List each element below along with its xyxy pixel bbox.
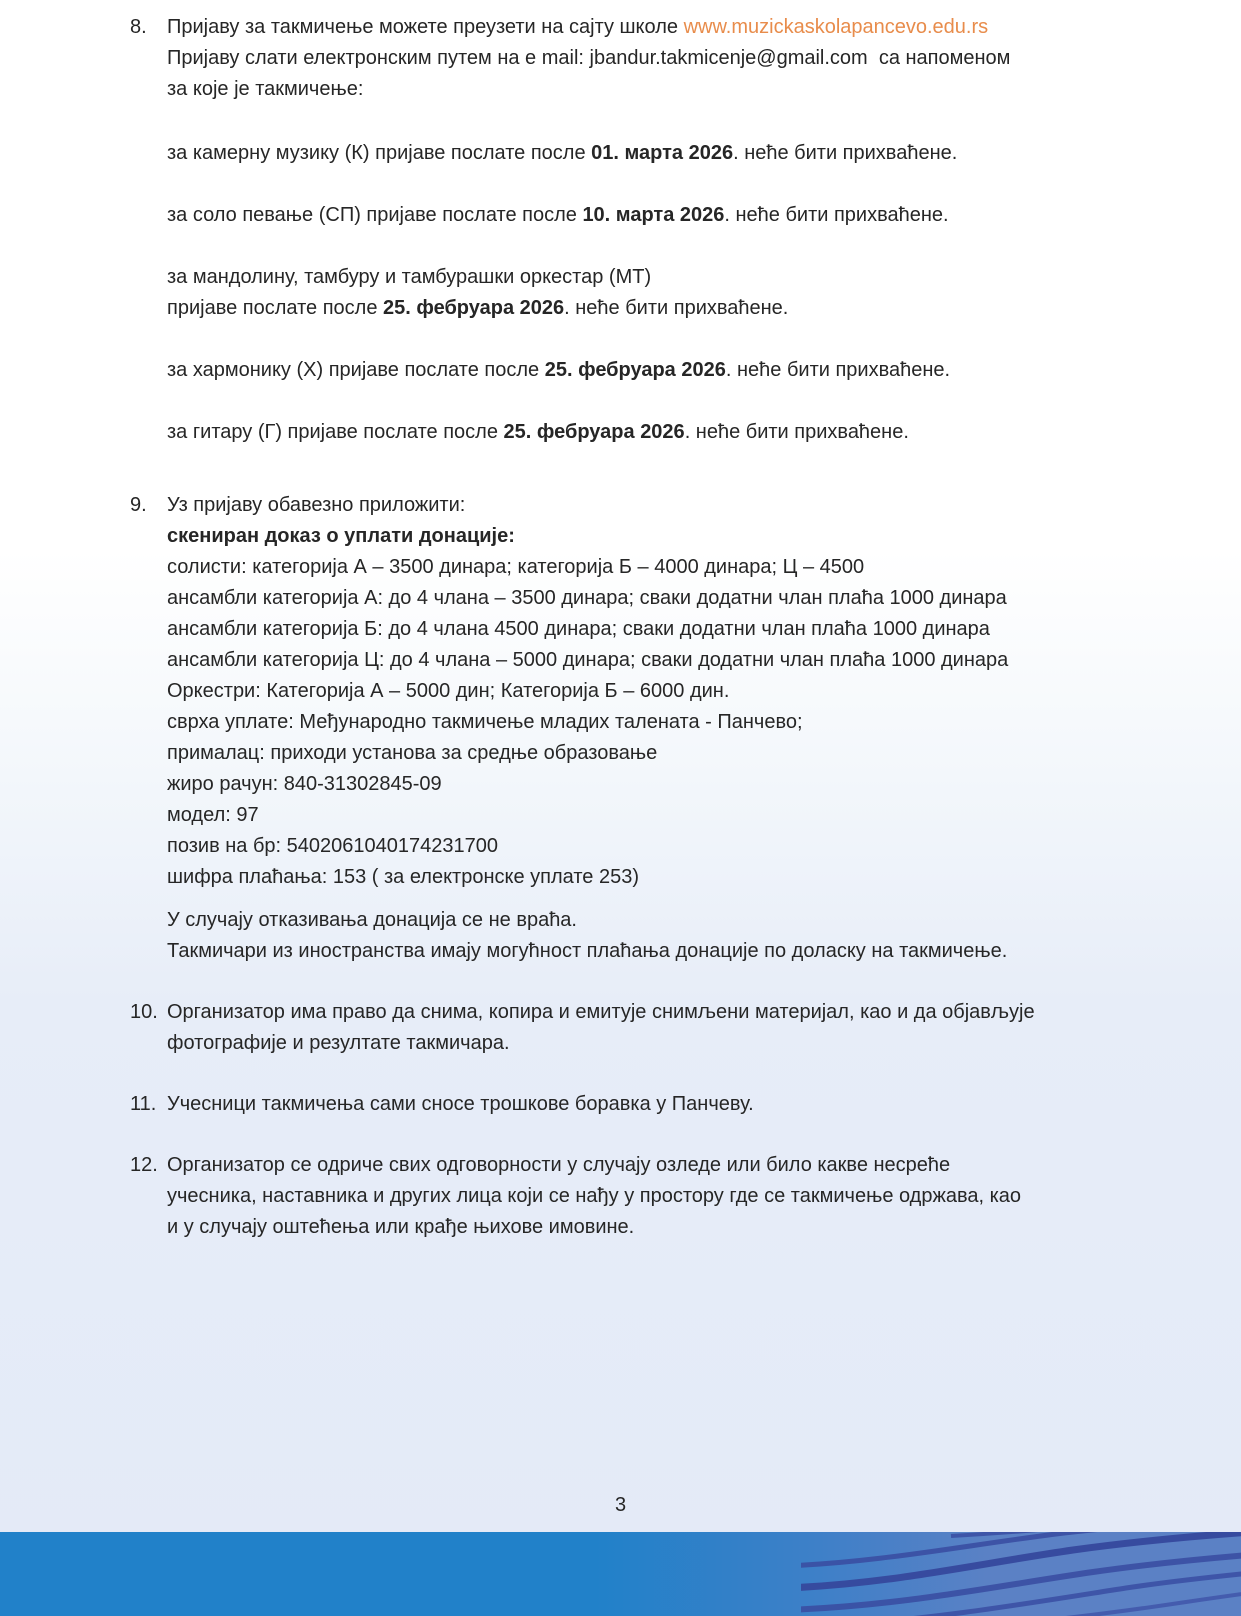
list-item-number: 12. — [130, 1154, 158, 1176]
donation-payment-details — [167, 490, 1151, 893]
website-link[interactable]: www.muzickaskolapancevo.edu.rs — [683, 16, 989, 38]
deadline-chamber-music: за камерну музику (К) пријаве послате после 01. марта 2026. неће бити прихваћене. — [167, 142, 958, 164]
list-item-number: 11. — [130, 1093, 157, 1115]
accommodation-costs: Учесници такмичења сами сносе трошкове боравка у Панчеву. — [167, 1093, 754, 1115]
wave-decoration-icon — [801, 1532, 1241, 1616]
recording-rights: Организатор има право да снима, копира и емитује снимљени материјал, као и да објављује фотографије и резултате такмичара. — [167, 1001, 1035, 1054]
deadline-date: 10. марта 2026 — [582, 204, 725, 226]
footer-band — [0, 1532, 1241, 1616]
payment-code: шифра плаћања: 153 ( за електронске уплате 253) — [167, 866, 639, 888]
item8-intro-text: Пријаву за такмичење можете преузети на сајту школе — [167, 16, 684, 38]
deadline-mandolin-tambura: за мандолину, тамбуру и тамбурашки оркестар (МТ) пријаве послате после 25. фебруара 2026. неће бити прихваћене. — [167, 266, 789, 319]
deadline-date: 25. фебруара 2026 — [503, 421, 685, 443]
ensembles-b-fees: ансамбли категорија Б: до 4 члана 4500 динара; сваки додатни члан плаћа 1000 динара — [167, 618, 990, 640]
payment-purpose: сврха уплате: Међународно такмичење младих талената - Панчево; — [167, 711, 803, 733]
list-item-number: 8. — [130, 16, 147, 38]
giro-account: жиро рачун: 840-31302845-09 — [167, 773, 442, 795]
deadline-date: 01. марта 2026 — [591, 142, 734, 164]
list-item-number: 9. — [130, 494, 147, 516]
list-item-8 — [130, 12, 1151, 448]
list-item-9 — [130, 490, 1151, 967]
deadline-guitar: за гитару (Г) пријаве послате после 25. фебруара 2026. неће бити прихваћене. — [167, 421, 909, 443]
page-number: 3 — [614, 1494, 627, 1516]
foreign-competitors-note: Такмичари из иностранства имају могућност плаћања донације по доласку на такмичење. — [167, 940, 1008, 962]
scanned-proof-heading: скениран доказ о уплати донације: — [167, 525, 515, 547]
list-item-12 — [130, 1150, 1151, 1243]
model-number: модел: 97 — [167, 804, 259, 826]
soloists-fees: солисти: категорија А – 3500 динара; категорија Б – 4000 динара; Ц – 4500 — [167, 556, 865, 578]
liability-disclaimer: Организатор се одриче свих одговорности у случају озледе или било какве несреће учесника, наставника и других лица који се нађу у простору где се такмичење одржава, као и у случају оштећења или крађе њихове имовине. — [167, 1154, 1022, 1238]
deadline-accordion: за хармонику (Х) пријаве послате после 25. фебруара 2026. неће бити прихваћене. — [167, 359, 951, 381]
deadline-solo-singing: за соло певање (СП) пријаве послате после 10. марта 2026. неће бити прихваћене. — [167, 204, 949, 226]
list-item-10 — [130, 997, 1151, 1059]
reference-number: позив на бр: 5402061040174231700 — [167, 835, 499, 857]
donation-notes — [167, 905, 1151, 967]
item8-email-text: Пријаву слати електронским путем на е mail: jbandur.takmicenje@gmail.com са напоменом — [167, 47, 1011, 69]
ensembles-c-fees: ансамбли категорија Ц: до 4 члана – 5000 динара; сваки додатни члан плаћа 1000 динара — [167, 649, 1009, 671]
item8-note-text: за које је такмичење: — [167, 78, 364, 100]
ensembles-a-fees: ансамбли категорија А: до 4 члана – 3500 динара; сваки додатни члан плаћа 1000 динара — [167, 587, 1007, 609]
payment-recipient: прималац: приходи установа за средње образовање — [167, 742, 658, 764]
cancellation-note: У случају отказивања донација се не враћа. — [167, 909, 577, 931]
orchestras-fees: Оркестри: Категорија А – 5000 дин; Категорија Б – 6000 дин. — [167, 680, 730, 702]
deadline-date: 25. фебруара 2026 — [383, 297, 565, 319]
attach-heading: Уз пријаву обавезно приложити: — [167, 494, 466, 516]
paragraph — [167, 12, 1151, 105]
list-item-11 — [130, 1089, 1151, 1120]
deadline-date: 25. фебруара 2026 — [544, 359, 726, 381]
list-item-number: 10. — [130, 1001, 158, 1023]
